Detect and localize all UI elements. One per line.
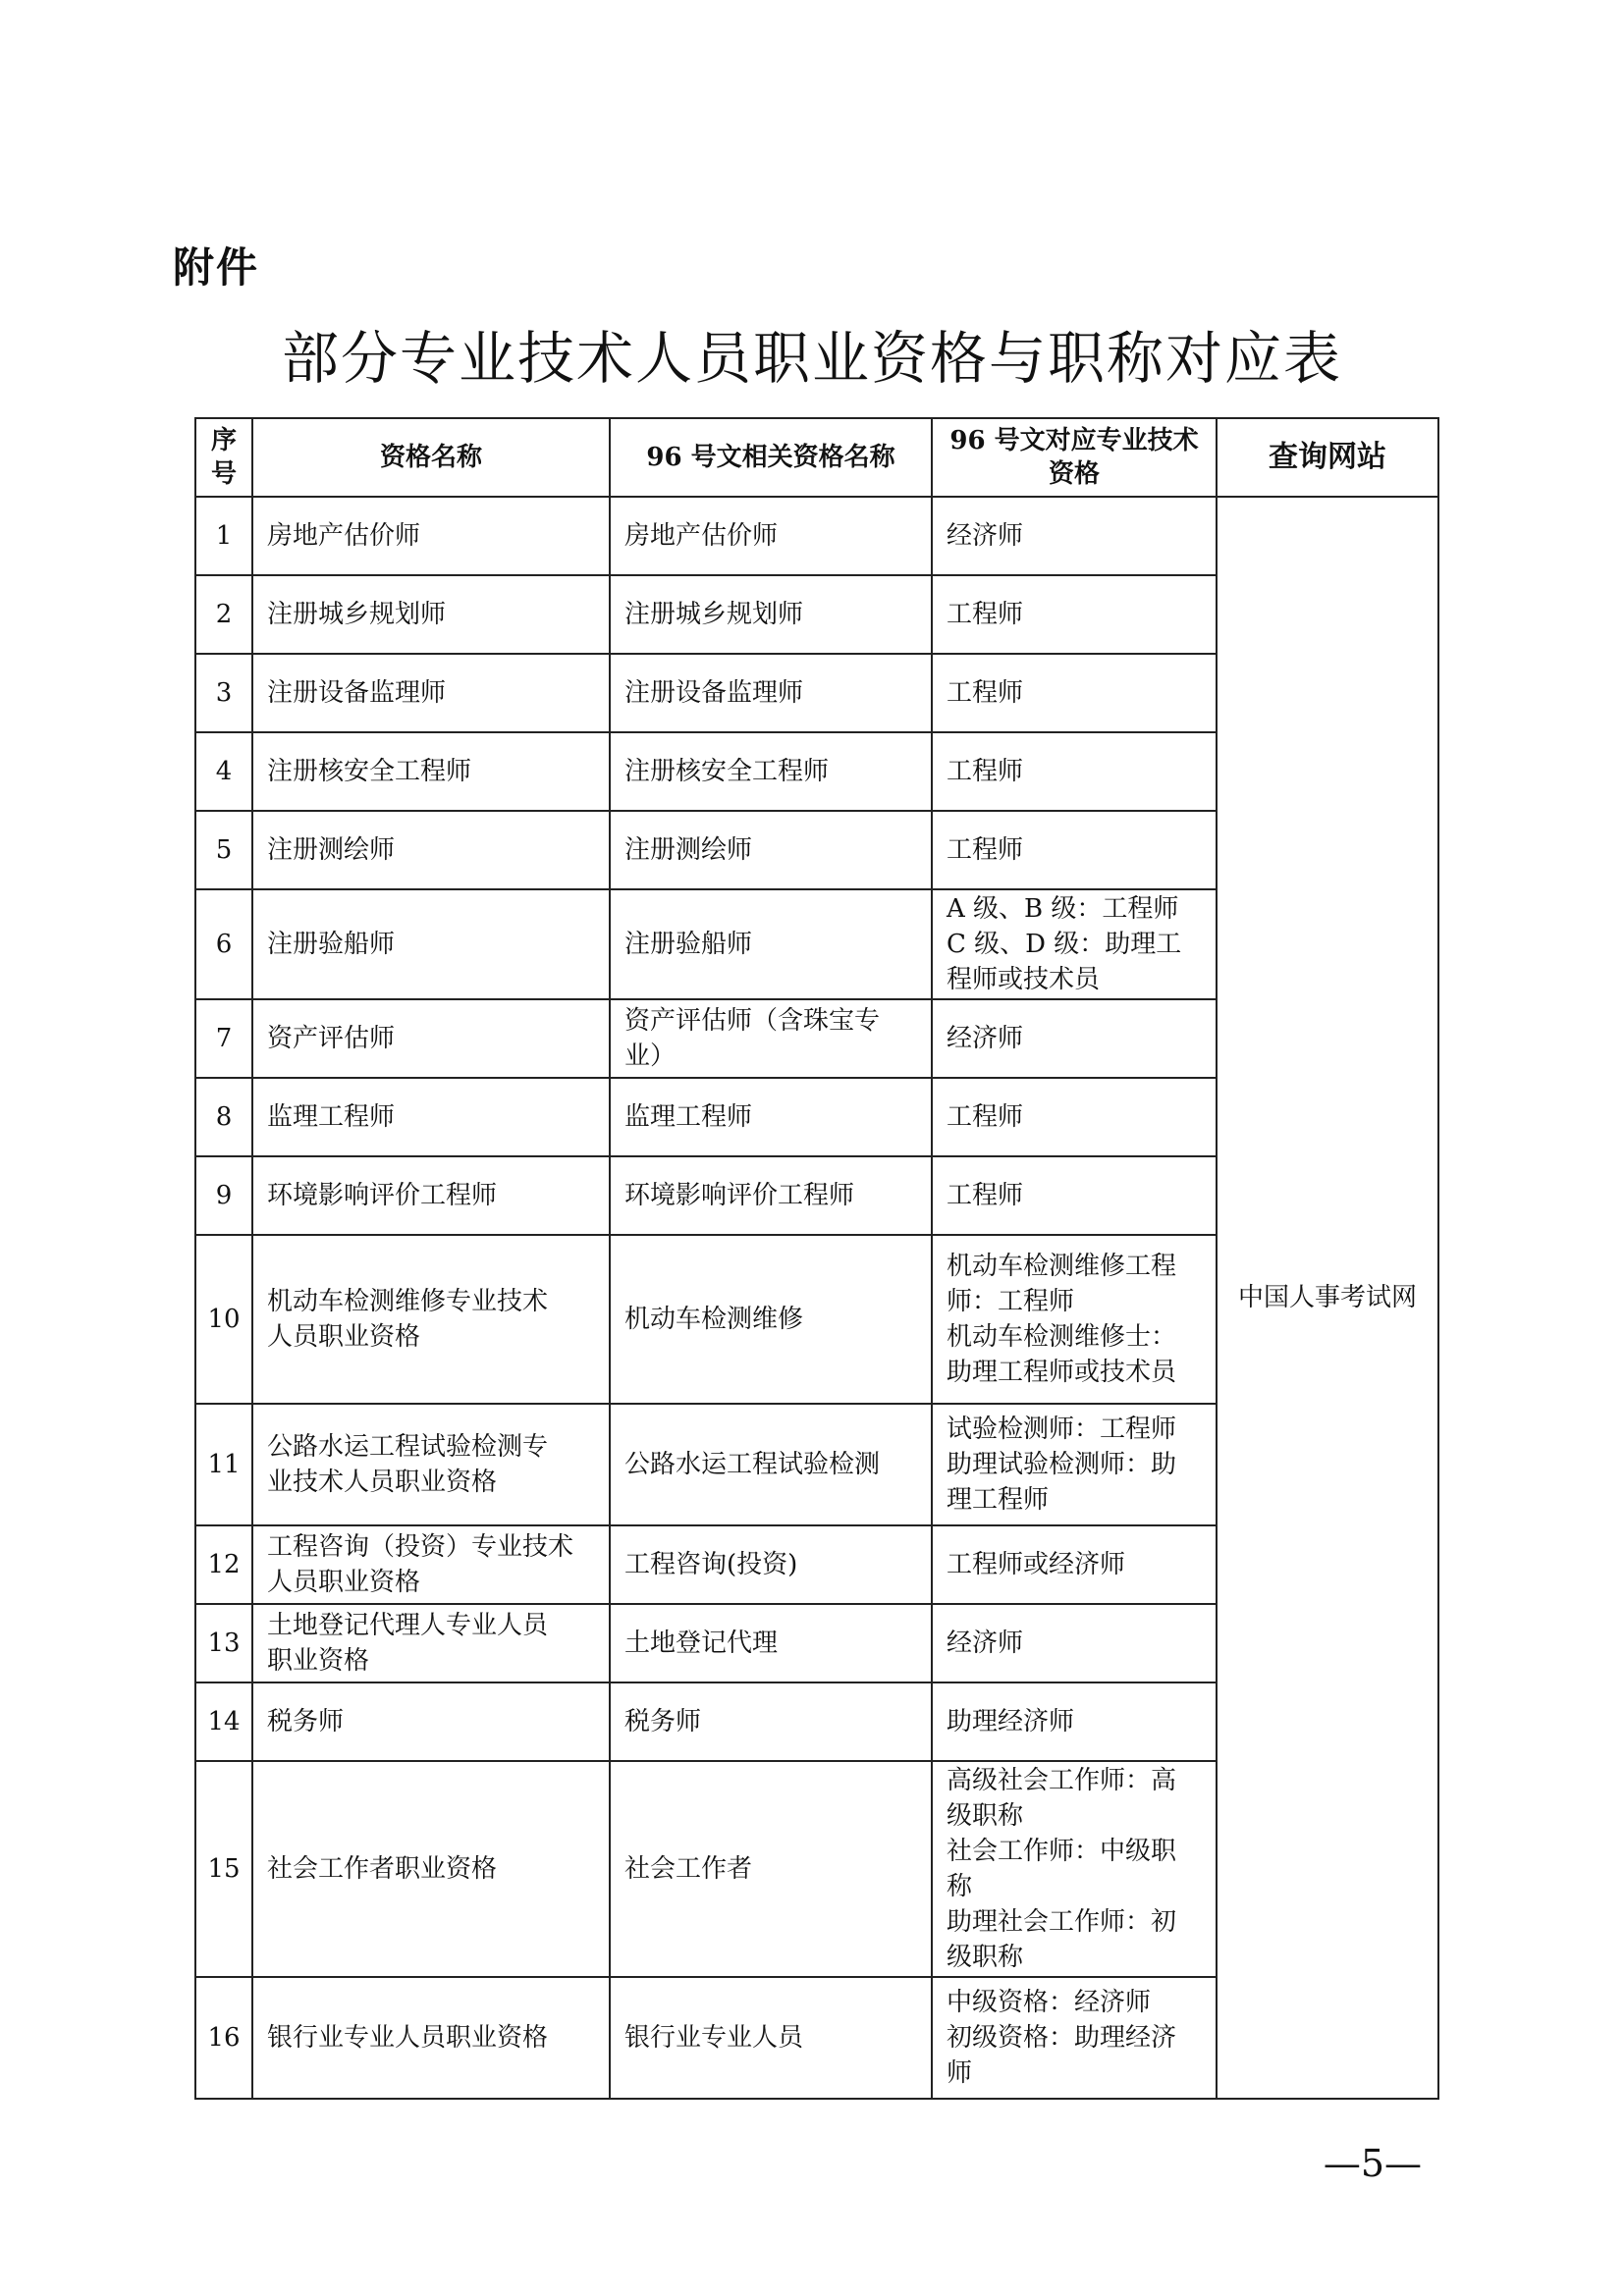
cell-doc96-tech: 工程师 xyxy=(932,732,1217,811)
cell-seq: 15 xyxy=(195,1761,252,1977)
cell-doc96-tech: 助理经济师 xyxy=(932,1682,1217,1761)
cell-name: 注册核安全工程师 xyxy=(252,732,610,811)
cell-name: 资产评估师 xyxy=(252,999,610,1078)
page-number: —5— xyxy=(1323,2142,1422,2185)
cell-doc96-tech: 工程师 xyxy=(932,1078,1217,1156)
cell-doc96-name: 房地产估价师 xyxy=(610,497,932,575)
cell-name: 房地产估价师 xyxy=(252,497,610,575)
cell-name: 机动车检测维修专业技术 人员职业资格 xyxy=(252,1235,610,1404)
cell-doc96-tech: 中级资格：经济师 初级资格：助理经济 师 xyxy=(932,1977,1217,2099)
cell-doc96-name: 注册验船师 xyxy=(610,889,932,999)
cell-seq: 7 xyxy=(195,999,252,1078)
document-title: 部分专业技术人员职业资格与职称对应表 xyxy=(281,325,1342,392)
cell-seq: 3 xyxy=(195,654,252,732)
cell-doc96-name: 税务师 xyxy=(610,1682,932,1761)
cell-name: 注册测绘师 xyxy=(252,811,610,889)
cell-doc96-name: 环境影响评价工程师 xyxy=(610,1156,932,1235)
cell-seq: 13 xyxy=(195,1604,252,1682)
cell-doc96-name: 银行业专业人员 xyxy=(610,1977,932,2099)
cell-doc96-name: 社会工作者 xyxy=(610,1761,932,1977)
cell-seq: 5 xyxy=(195,811,252,889)
cell-doc96-tech: 工程师 xyxy=(932,575,1217,654)
cell-doc96-name: 注册测绘师 xyxy=(610,811,932,889)
header-site: 查询网站 xyxy=(1217,418,1438,497)
cell-doc96-tech: 高级社会工作师：高 级职称 社会工作师：中级职 称 助理社会工作师：初 级职称 xyxy=(932,1761,1217,1977)
cell-doc96-name: 工程咨询(投资) xyxy=(610,1525,932,1604)
cell-doc96-name: 注册城乡规划师 xyxy=(610,575,932,654)
cell-name: 环境影响评价工程师 xyxy=(252,1156,610,1235)
cell-name: 注册城乡规划师 xyxy=(252,575,610,654)
qualification-table xyxy=(194,417,1439,2100)
cell-doc96-name: 土地登记代理 xyxy=(610,1604,932,1682)
cell-seq: 2 xyxy=(195,575,252,654)
cell-seq: 8 xyxy=(195,1078,252,1156)
cell-name: 税务师 xyxy=(252,1682,610,1761)
cell-doc96-tech: 试验检测师：工程师 助理试验检测师：助 理工程师 xyxy=(932,1404,1217,1525)
cell-doc96-tech: A 级、B 级：工程师 C 级、D 级：助理工 程师或技术员 xyxy=(932,889,1217,999)
cell-seq: 9 xyxy=(195,1156,252,1235)
cell-doc96-name: 注册设备监理师 xyxy=(610,654,932,732)
cell-doc96-tech: 机动车检测维修工程 师：工程师 机动车检测维修士： 助理工程师或技术员 xyxy=(932,1235,1217,1404)
cell-doc96-name: 监理工程师 xyxy=(610,1078,932,1156)
header-doc96-tech: 96 号文对应专业技术 资格 xyxy=(932,418,1217,497)
cell-name: 注册设备监理师 xyxy=(252,654,610,732)
cell-query-site: 中国人事考试网 xyxy=(1217,497,1438,2099)
cell-doc96-tech: 工程师 xyxy=(932,811,1217,889)
table-body xyxy=(195,497,1438,2099)
cell-seq: 6 xyxy=(195,889,252,999)
table-header-row xyxy=(195,418,1438,497)
cell-name: 工程咨询（投资）专业技术 人员职业资格 xyxy=(252,1525,610,1604)
header-name: 资格名称 xyxy=(252,418,610,497)
cell-doc96-tech: 工程师 xyxy=(932,654,1217,732)
header-doc96-name: 96 号文相关资格名称 xyxy=(610,418,932,497)
cell-name: 银行业专业人员职业资格 xyxy=(252,1977,610,2099)
table-row xyxy=(195,497,1438,575)
cell-doc96-tech: 工程师或经济师 xyxy=(932,1525,1217,1604)
cell-seq: 14 xyxy=(195,1682,252,1761)
cell-name: 公路水运工程试验检测专 业技术人员职业资格 xyxy=(252,1404,610,1525)
cell-seq: 11 xyxy=(195,1404,252,1525)
cell-seq: 1 xyxy=(195,497,252,575)
cell-name: 土地登记代理人专业人员 职业资格 xyxy=(252,1604,610,1682)
attachment-label: 附件 xyxy=(173,243,260,292)
cell-doc96-name: 资产评估师（含珠宝专 业） xyxy=(610,999,932,1078)
cell-doc96-tech: 经济师 xyxy=(932,497,1217,575)
header-seq: 序 号 xyxy=(195,418,252,497)
cell-doc96-name: 机动车检测维修 xyxy=(610,1235,932,1404)
cell-seq: 16 xyxy=(195,1977,252,2099)
cell-seq: 4 xyxy=(195,732,252,811)
cell-doc96-name: 公路水运工程试验检测 xyxy=(610,1404,932,1525)
cell-doc96-name: 注册核安全工程师 xyxy=(610,732,932,811)
cell-seq: 10 xyxy=(195,1235,252,1404)
cell-name: 注册验船师 xyxy=(252,889,610,999)
cell-doc96-tech: 经济师 xyxy=(932,1604,1217,1682)
cell-seq: 12 xyxy=(195,1525,252,1604)
cell-doc96-tech: 经济师 xyxy=(932,999,1217,1078)
cell-name: 社会工作者职业资格 xyxy=(252,1761,610,1977)
cell-doc96-tech: 工程师 xyxy=(932,1156,1217,1235)
cell-name: 监理工程师 xyxy=(252,1078,610,1156)
